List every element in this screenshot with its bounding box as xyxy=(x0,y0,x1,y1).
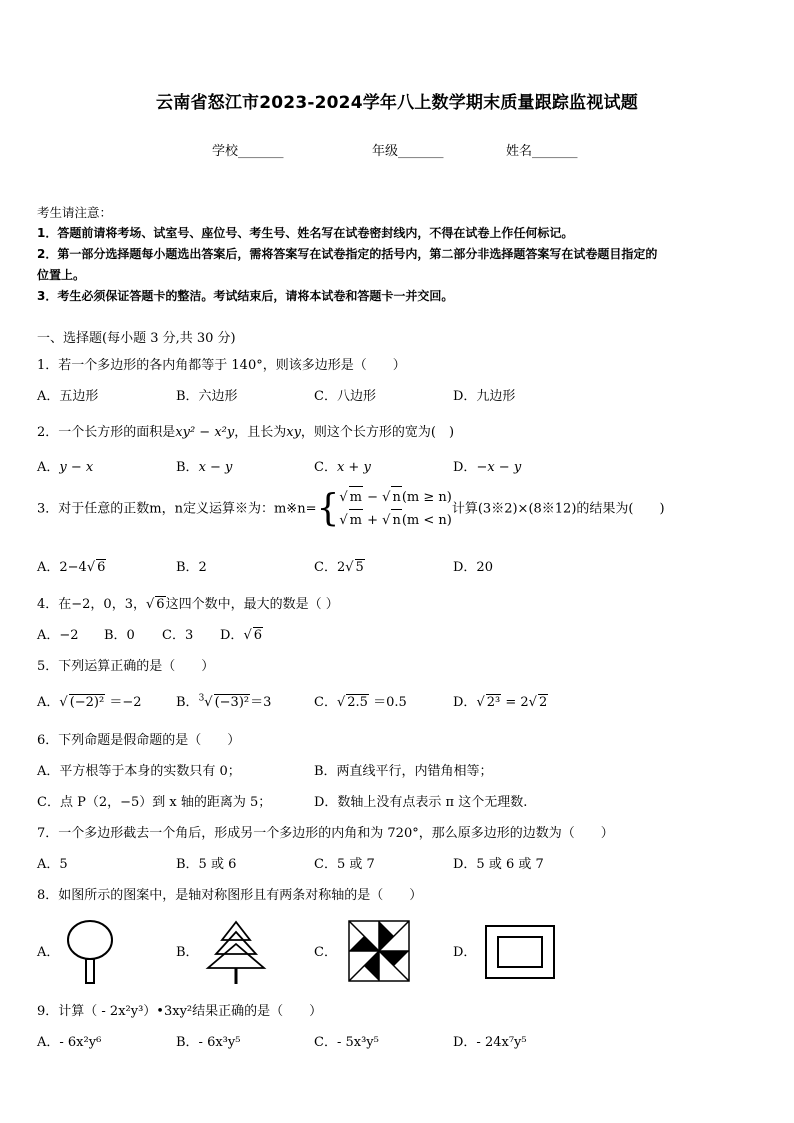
notice-block xyxy=(37,202,762,307)
question-6-stem: 6．下列命题是假命题的是（ ） xyxy=(37,733,241,748)
q8-option-c[interactable]: C． xyxy=(314,945,337,960)
q1-option-d[interactable]: D．九边形 xyxy=(453,389,516,404)
section-heading: 一、选择题(每小题 3 分,共 30 分) xyxy=(37,331,236,346)
tree-icon xyxy=(204,918,268,988)
q2-area-expr: xy² − x²y xyxy=(175,425,235,440)
q9-option-c[interactable]: C．- 5x³y⁵ xyxy=(314,1035,379,1050)
q2-b-label: B． xyxy=(176,460,199,475)
q6-option-b[interactable]: B．两直线平行，内错角相等； xyxy=(314,764,493,779)
fan-icon xyxy=(60,918,120,986)
question-4-stem: 4．在−2，0，3，√ 6这四个数中，最大的数是（ ） xyxy=(37,597,339,612)
q5-c-result: ＝0.5 xyxy=(368,695,407,710)
q2-stem-pre: 2．一个长方形的面积是 xyxy=(37,425,176,440)
q5-option-a[interactable]: A．√ (−2)² ＝−2 xyxy=(37,695,142,710)
q2-stem-mid: ，且长为 xyxy=(234,425,287,440)
left-brace-icon: { xyxy=(316,486,340,530)
q7-option-c[interactable]: C．5 或 7 xyxy=(314,857,375,872)
q5-b-label: B． xyxy=(176,695,199,710)
q5-a-label: A． xyxy=(37,695,60,710)
q8-option-a[interactable]: A． xyxy=(37,945,60,960)
q3-option-a[interactable]: A．2−4√ 6 xyxy=(37,560,106,575)
q5-option-b[interactable]: B．$^3$√ (−3)²＝3 xyxy=(176,693,272,710)
q2-d-label: D． xyxy=(453,460,477,475)
q1-option-b[interactable]: B．六边形 xyxy=(176,389,238,404)
q5-b-result: ＝3 xyxy=(250,695,272,710)
q9-option-a[interactable]: A．- 6x²y⁶ xyxy=(37,1035,102,1050)
q3-a-label: A．2−4 xyxy=(37,560,87,575)
q3-stem-post: 计算(3※2)×(8※12)的结果为( ) xyxy=(451,501,665,517)
q3-c-radicand: 5 xyxy=(355,560,364,575)
q3-option-d[interactable]: D．20 xyxy=(453,560,493,575)
question-9-stem: 9．计算（ - 2x²y³）•3xy²结果正确的是（ ） xyxy=(37,1004,323,1019)
school-field[interactable]: 学校_______ xyxy=(212,144,284,159)
q5-option-c[interactable]: C．√ 2.5 ＝0.5 xyxy=(314,695,407,710)
q2-stem-post: ，则这个长方形的宽为( ) xyxy=(300,425,455,440)
q7-option-b[interactable]: B．5 或 6 xyxy=(176,857,237,872)
q3-case1-op: − xyxy=(363,490,383,505)
q6-option-d[interactable]: D．数轴上没有点表示 π 这个无理数. xyxy=(314,795,528,810)
q3-case2-n: n xyxy=(391,509,401,532)
q3-case2-cond: (m < n) xyxy=(401,513,452,528)
q5-d-mid: = 2 xyxy=(501,695,529,710)
q2-option-b[interactable] xyxy=(176,456,232,475)
question-1-stem: 1．若一个多边形的各内角都等于 140°，则该多边形是（ ） xyxy=(37,358,406,373)
page-title: 云南省怒江市2023-2024学年八上数学期末质量跟踪监视试题 xyxy=(156,93,638,113)
q4-stem-post: 这四个数中，最大的数是（ ） xyxy=(165,597,339,612)
q5-d-radicand: 2³ xyxy=(486,695,501,710)
q4-radicand: 6 xyxy=(156,597,165,612)
q3-piecewise xyxy=(339,486,451,532)
q2-option-d[interactable] xyxy=(453,456,521,475)
q5-a-result: ＝−2 xyxy=(105,695,142,710)
q8-option-d[interactable]: D． xyxy=(453,945,477,960)
q3-case-1: √ m − √ n(m ≥ n) xyxy=(339,490,451,505)
question-5-stem: 5．下列运算正确的是（ ） xyxy=(37,659,215,674)
notice-item-3: 3．考生必须保证答题卡的整洁。考试结束后，请将本试卷和答题卡一并交回。 xyxy=(37,289,454,303)
q6-option-a[interactable]: A．平方根等于本身的实数只有 0； xyxy=(37,764,241,779)
q4-option-c[interactable]: C．3 xyxy=(162,628,194,643)
name-field[interactable]: 姓名_______ xyxy=(506,144,578,159)
notice-item-1: 1．答题前请将考场、试室号、座位号、考生号、姓名写在试卷密封线内，不得在试卷上作任何标记。 xyxy=(37,226,574,240)
q5-d-label: D． xyxy=(453,695,477,710)
q4-stem-pre: 4．在−2，0，3， xyxy=(37,597,146,612)
q5-option-d[interactable]: D．√ 2³ = 2√ 2 xyxy=(453,695,548,710)
q2-option-c[interactable] xyxy=(314,456,371,475)
q4-d-radicand: 6 xyxy=(253,628,263,643)
q1-option-c[interactable]: C．八边形 xyxy=(314,389,376,404)
q4-option-d[interactable]: D．√ 6 xyxy=(220,628,263,643)
q9-option-b[interactable]: B．- 6x³y⁵ xyxy=(176,1035,241,1050)
question-3-stem xyxy=(37,486,665,532)
q2-a-text: y − x xyxy=(59,460,94,475)
q7-option-a[interactable]: A．5 xyxy=(37,857,68,872)
grade-field[interactable]: 年级_______ xyxy=(372,144,444,159)
q2-a-label: A． xyxy=(37,460,60,475)
question-2-stem xyxy=(37,421,454,440)
q2-d-text: −x − y xyxy=(476,460,522,475)
notice-heading: 考生请注意： xyxy=(37,205,113,220)
q2-length: xy xyxy=(286,425,301,440)
q3-case1-cond: (m ≥ n) xyxy=(401,490,452,505)
q3-case2-op: + xyxy=(363,513,383,528)
q1-option-a[interactable]: A．五边形 xyxy=(37,389,99,404)
q5-c-radicand: 2.5 xyxy=(347,695,368,710)
notice-item-2: 2．第一部分选择题每小题选出答案后，需将答案写在试卷指定的括号内，第二部分非选择题答案写在试卷题目指定的 xyxy=(37,247,658,261)
q2-c-text: x + y xyxy=(336,460,371,475)
q5-b-radicand: (−3)² xyxy=(214,695,250,710)
q3-c-label: C．2 xyxy=(314,560,346,575)
q5-a-radicand: (−2)² xyxy=(69,695,105,710)
q3-case2-m: m xyxy=(349,509,363,532)
q3-option-b[interactable]: B．2 xyxy=(176,560,207,575)
pinwheel-icon xyxy=(346,918,412,984)
q3-a-radicand: 6 xyxy=(97,560,106,575)
q3-option-c[interactable]: C．2√ 5 xyxy=(314,560,364,575)
q2-b-text: x − y xyxy=(198,460,233,475)
q3-case1-m: m xyxy=(349,486,363,509)
q5-b-index: 3 xyxy=(198,693,205,704)
q5-d-radicand-2: 2 xyxy=(538,695,548,710)
q6-option-c[interactable]: C．点 P（2，−5）到 x 轴的距离为 5； xyxy=(37,795,272,810)
q3-stem-pre: 3．对于任意的正数m，n定义运算※为：m※n= xyxy=(37,501,317,517)
q2-c-label: C． xyxy=(314,460,337,475)
q2-option-a[interactable] xyxy=(37,456,93,475)
q3-case-2: √ m + √ n(m < n) xyxy=(339,513,451,528)
q4-option-a[interactable]: A．−2 xyxy=(37,628,79,643)
q7-option-d[interactable]: D．5 或 6 或 7 xyxy=(453,857,544,872)
question-7-stem: 7．一个多边形截去一个角后，形成另一个多边形的内角和为 720°，那么原多边形的边数为（ ） xyxy=(37,826,614,841)
q4-option-b[interactable]: B．0 xyxy=(104,628,135,643)
notice-item-2-cont: 位置上。 xyxy=(37,268,86,282)
q5-c-label: C． xyxy=(314,695,337,710)
nested-rectangle-icon xyxy=(484,924,556,980)
q8-option-b[interactable]: B． xyxy=(176,945,199,960)
q9-option-d[interactable]: D．- 24x⁷y⁵ xyxy=(453,1035,527,1050)
q3-case1-n: n xyxy=(391,486,401,509)
q4-d-label: D． xyxy=(220,628,244,643)
question-8-stem: 8．如图所示的图案中，是轴对称图形且有两条对称轴的是（ ） xyxy=(37,888,423,903)
